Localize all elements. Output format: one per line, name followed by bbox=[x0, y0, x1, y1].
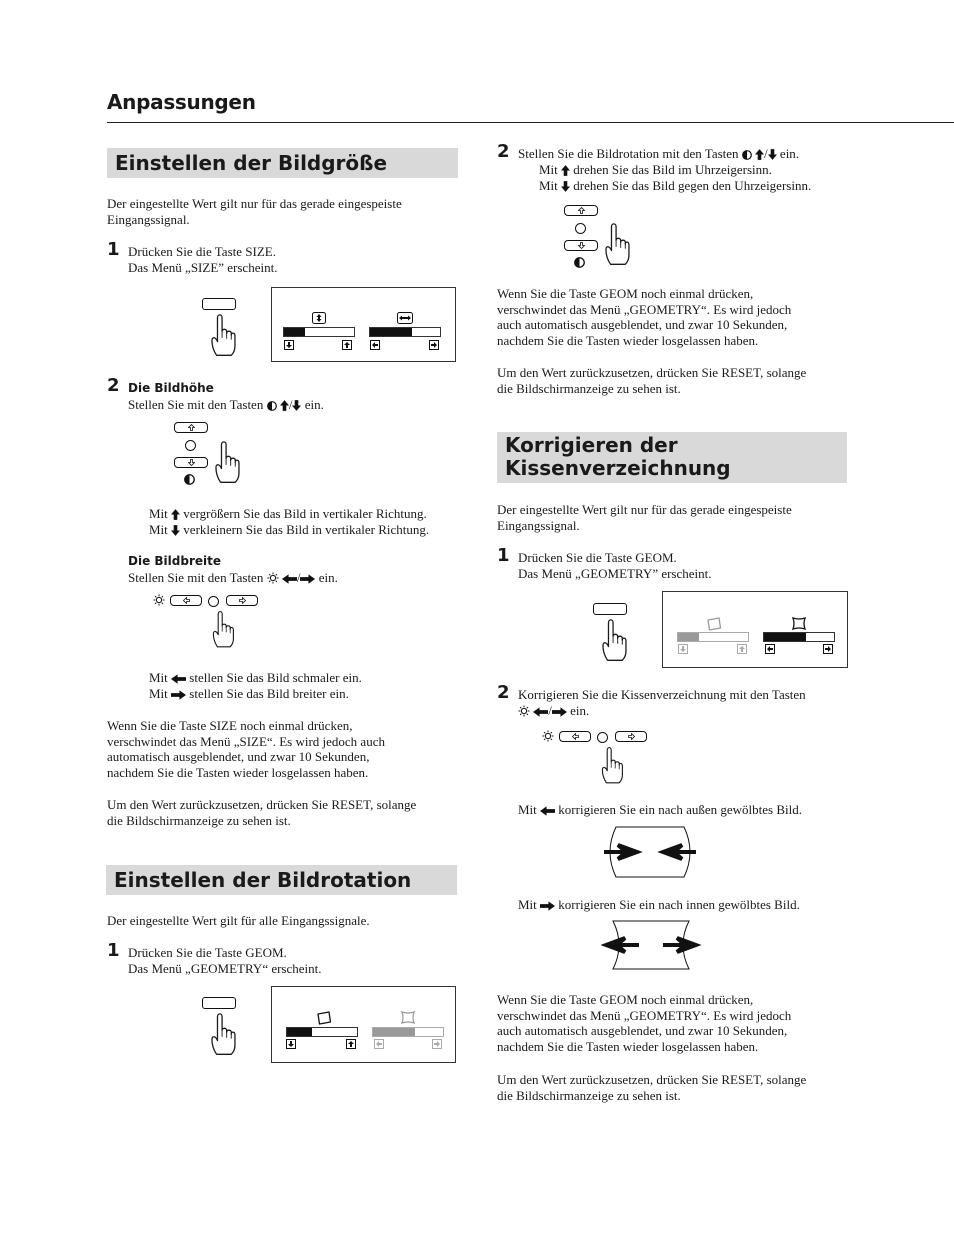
right-icon bbox=[239, 597, 246, 604]
right-arrow-icon bbox=[429, 340, 439, 350]
outward-bulge-illustration bbox=[600, 824, 700, 880]
left-arrow-icon bbox=[765, 644, 775, 654]
paragraph-line: Um den Wert zurückzusetzen, drücken Sie RESET, solange bbox=[107, 797, 417, 812]
paragraph-line: verschwindet das Menü „SIZE“. Es wird jedoch auch bbox=[107, 733, 385, 749]
text: korrigieren Sie ein nach außen gewölbtes Bild. bbox=[558, 802, 802, 817]
text: stellen Sie das Bild schmaler ein. bbox=[189, 670, 362, 685]
subheading-height: Die Bildhöhe bbox=[128, 381, 214, 395]
right-arrow-icon bbox=[552, 707, 567, 717]
size-intro bbox=[107, 196, 402, 227]
section-heading-rotation: Einstellen der Bildrotation bbox=[106, 865, 457, 895]
geometry-osd-menu bbox=[662, 591, 848, 668]
down-arrow-icon bbox=[171, 525, 180, 536]
right-arrow-icon bbox=[823, 644, 833, 654]
pincushion-intro bbox=[497, 502, 792, 533]
text: Stellen Sie mit den Tasten bbox=[128, 570, 264, 585]
left-arrow-icon bbox=[282, 574, 297, 584]
rotation-up-explanation bbox=[539, 162, 772, 178]
pincushion-step2-line2: / ein. bbox=[518, 703, 589, 719]
rotation-level-fill bbox=[287, 1028, 312, 1036]
paragraph-line: die Bildschirmanzeige zu sehen ist. bbox=[107, 812, 291, 828]
left-button[interactable] bbox=[170, 595, 202, 606]
text: vergrößern Sie das Bild in vertikaler Richtung. bbox=[183, 506, 427, 521]
down-button[interactable] bbox=[174, 457, 208, 468]
text: verkleinern Sie das Bild in vertikaler Richtung. bbox=[183, 522, 430, 537]
up-arrow-icon bbox=[755, 149, 764, 160]
height-instruction: Stellen Sie mit den Tasten / ein. bbox=[128, 397, 324, 412]
pincushion-left-explanation bbox=[518, 802, 802, 818]
down-arrow-icon bbox=[561, 181, 570, 192]
pointing-hand-icon bbox=[212, 440, 242, 486]
pincushion-outro bbox=[497, 992, 791, 1054]
left-button[interactable] bbox=[559, 731, 591, 742]
step-number: 1 bbox=[107, 239, 120, 260]
center-indicator bbox=[575, 223, 586, 234]
paragraph-line: Wenn Sie die Taste SIZE noch einmal drücken, bbox=[107, 718, 353, 733]
text: drehen Sie das Bild gegen den Uhrzeigersinn. bbox=[573, 178, 812, 193]
up-button[interactable] bbox=[564, 205, 598, 216]
center-indicator bbox=[185, 440, 196, 451]
intro-line: Der eingestellte Wert gilt nur für das gerade eingespeiste bbox=[497, 502, 792, 517]
up-arrow-icon bbox=[171, 509, 180, 520]
width-level-fill bbox=[370, 328, 412, 336]
text: Mit bbox=[518, 897, 537, 912]
paragraph-line: verschwindet das Menü „GEOMETRY“. Es wird jedoch bbox=[497, 1007, 792, 1023]
down-arrow-icon bbox=[284, 340, 294, 350]
text: Mit bbox=[539, 162, 558, 177]
size-step1-text bbox=[128, 244, 277, 275]
center-indicator bbox=[597, 732, 608, 743]
contrast-icon bbox=[184, 474, 195, 485]
contrast-icon bbox=[574, 257, 585, 268]
horizontal-size-icon bbox=[397, 312, 413, 324]
text: stellen Sie das Bild breiter ein. bbox=[189, 686, 349, 701]
pointing-hand-icon bbox=[208, 1012, 238, 1058]
left-icon bbox=[183, 597, 190, 604]
left-arrow-icon bbox=[374, 1039, 384, 1049]
width-instruction: Stellen Sie mit den Tasten / ein. bbox=[128, 570, 338, 585]
pincushion-level-fill bbox=[764, 633, 806, 641]
heading-line: Korrigieren der bbox=[505, 433, 678, 457]
size-button[interactable] bbox=[202, 298, 236, 310]
down-arrow-icon bbox=[286, 1039, 296, 1049]
rotation-level-bar bbox=[286, 1027, 358, 1037]
left-icon bbox=[572, 733, 579, 740]
brightness-icon bbox=[518, 705, 530, 717]
section-heading-pincushion bbox=[497, 432, 847, 483]
right-arrow-icon bbox=[300, 574, 315, 584]
paragraph-line: Um den Wert zurückzusetzen, drücken Sie RESET, solange bbox=[497, 1072, 807, 1087]
brightness-icon bbox=[542, 730, 554, 742]
step-line: Das Menü „GEOMETRY“ erscheint. bbox=[128, 960, 322, 976]
heading-line: Kissenverzeichnung bbox=[505, 456, 731, 480]
pincushion-level-fill bbox=[373, 1028, 415, 1036]
text: drehen Sie das Bild im Uhrzeigersinn. bbox=[573, 162, 772, 177]
left-arrow-icon bbox=[370, 340, 380, 350]
size-intro-line: Der eingestellte Wert gilt nur für das gerade eingespeiste bbox=[107, 196, 402, 211]
step-number: 2 bbox=[497, 682, 510, 703]
up-arrow-icon bbox=[561, 165, 570, 176]
rotation-reset-note bbox=[497, 365, 806, 396]
pincushion-level-bar bbox=[372, 1027, 444, 1037]
left-arrow-icon bbox=[171, 674, 186, 684]
intro-line: Eingangssignal. bbox=[497, 517, 580, 533]
pointing-hand-icon bbox=[208, 610, 238, 650]
left-arrow-icon bbox=[533, 707, 548, 717]
title-rule bbox=[107, 122, 954, 123]
text: ein. bbox=[318, 570, 338, 585]
paragraph-line: Wenn Sie die Taste GEOM noch einmal drücken, bbox=[497, 286, 754, 301]
size-osd-menu bbox=[271, 287, 456, 362]
rotation-icon bbox=[316, 1011, 332, 1025]
down-icon bbox=[578, 242, 585, 249]
pincushion-icon bbox=[792, 617, 806, 630]
rotation-level-bar bbox=[677, 632, 749, 642]
inward-bulge-illustration bbox=[601, 918, 701, 972]
pointing-hand-icon bbox=[597, 746, 627, 786]
down-icon bbox=[188, 459, 195, 466]
geometry-osd-menu bbox=[271, 986, 456, 1063]
rotation-intro: Der eingestellte Wert gilt für alle Eingangssignale. bbox=[107, 913, 370, 928]
geom-button[interactable] bbox=[202, 997, 236, 1009]
right-arrow-icon bbox=[432, 1039, 442, 1049]
up-icon bbox=[578, 207, 585, 214]
width-level-bar bbox=[369, 327, 441, 337]
center-indicator bbox=[208, 596, 219, 607]
brightness-icon bbox=[153, 594, 165, 606]
step-line: Drücken Sie die Taste GEOM. bbox=[128, 945, 287, 960]
rotation-icon bbox=[706, 617, 722, 631]
rotation-step2-instruction: Stellen Sie die Bildrotation mit den Tasten / ein. bbox=[518, 146, 800, 161]
right-arrow-icon bbox=[540, 901, 555, 911]
subheading-width: Die Bildbreite bbox=[128, 554, 221, 568]
text: Mit bbox=[539, 178, 558, 193]
text: Mit bbox=[149, 686, 168, 701]
pincushion-right-explanation bbox=[518, 897, 800, 913]
pointing-hand-icon bbox=[208, 313, 238, 359]
pincushion-icon bbox=[401, 1011, 415, 1024]
pointing-hand-icon bbox=[602, 222, 632, 268]
contrast-icon bbox=[742, 150, 752, 160]
width-left-explanation bbox=[149, 670, 362, 686]
down-button[interactable] bbox=[564, 240, 598, 251]
text: Stellen Sie mit den Tasten bbox=[128, 397, 264, 412]
height-level-bar bbox=[283, 327, 355, 337]
right-icon bbox=[628, 733, 635, 740]
paragraph-line: nachdem Sie die Tasten wieder losgelassen haben. bbox=[497, 1038, 759, 1054]
text: Mit bbox=[149, 670, 168, 685]
brightness-icon bbox=[267, 572, 279, 584]
page-title: Anpassungen bbox=[107, 90, 256, 114]
rotation-level-fill bbox=[678, 633, 699, 641]
paragraph-line: verschwindet das Menü „GEOMETRY“. Es wird jedoch bbox=[497, 301, 792, 317]
paragraph-line: auch automatisch ausgeblendet, und zwar 10 Sekunden, bbox=[497, 317, 788, 332]
height-down-explanation bbox=[149, 522, 429, 538]
size-reset-note bbox=[107, 797, 416, 828]
pincushion-reset-note bbox=[497, 1072, 806, 1103]
up-arrow-icon bbox=[346, 1039, 356, 1049]
pincushion-step2-line1: Korrigieren Sie die Kissenverzeichnung mit den Tasten bbox=[518, 687, 806, 702]
text: ein. bbox=[570, 703, 590, 718]
paragraph-line: Um den Wert zurückzusetzen, drücken Sie RESET, solange bbox=[497, 365, 807, 380]
step-line: Drücken Sie die Taste GEOM. bbox=[518, 550, 677, 565]
text: Mit bbox=[149, 506, 168, 521]
up-button[interactable] bbox=[174, 422, 208, 433]
text: korrigieren Sie ein nach innen gewölbtes Bild. bbox=[558, 897, 800, 912]
step-number: 2 bbox=[107, 375, 120, 396]
right-button[interactable] bbox=[226, 595, 258, 606]
paragraph-line: nachdem Sie die Tasten wieder losgelassen haben. bbox=[497, 332, 759, 348]
step-number: 2 bbox=[497, 141, 510, 162]
text: Mit bbox=[518, 802, 537, 817]
step-number: 1 bbox=[497, 545, 510, 566]
paragraph-line: Wenn Sie die Taste GEOM noch einmal drücken, bbox=[497, 992, 754, 1007]
rotation-down-explanation bbox=[539, 178, 811, 194]
text: ein. bbox=[779, 146, 800, 161]
step-line: Drücken Sie die Taste SIZE. bbox=[128, 244, 276, 259]
geom-button[interactable] bbox=[593, 603, 627, 615]
up-arrow-icon bbox=[737, 644, 747, 654]
step-line: Das Menü „SIZE” erscheint. bbox=[128, 259, 278, 275]
height-up-explanation bbox=[149, 506, 427, 522]
down-arrow-icon bbox=[292, 400, 301, 411]
contrast-icon bbox=[267, 401, 277, 411]
pointing-hand-icon bbox=[599, 618, 629, 664]
right-arrow-icon bbox=[171, 690, 186, 700]
paragraph-line: die Bildschirmanzeige zu sehen ist. bbox=[497, 380, 681, 396]
up-arrow-icon bbox=[342, 340, 352, 350]
text: ein. bbox=[304, 397, 324, 412]
step-line: Das Menü „GEOMETRY” erscheint. bbox=[518, 565, 712, 581]
rotation-step1-text bbox=[128, 945, 322, 976]
paragraph-line: nachdem Sie die Tasten wieder losgelassen haben. bbox=[107, 764, 369, 780]
down-arrow-icon bbox=[768, 149, 777, 160]
up-arrow-icon bbox=[280, 400, 289, 411]
pincushion-level-bar bbox=[763, 632, 835, 642]
section-heading-size: Einstellen der Bildgröße bbox=[107, 148, 458, 178]
vertical-size-icon bbox=[312, 312, 326, 324]
paragraph-line: die Bildschirmanzeige zu sehen ist. bbox=[497, 1087, 681, 1103]
text: Mit bbox=[149, 522, 168, 537]
size-outro bbox=[107, 718, 385, 780]
left-arrow-icon bbox=[540, 806, 555, 816]
step-number: 1 bbox=[107, 940, 120, 961]
width-right-explanation bbox=[149, 686, 349, 702]
pincushion-step1-text bbox=[518, 550, 712, 581]
height-level-fill bbox=[284, 328, 305, 336]
down-arrow-icon bbox=[678, 644, 688, 654]
text: Stellen Sie die Bildrotation mit den Tasten bbox=[518, 146, 739, 161]
rotation-outro bbox=[497, 286, 791, 348]
paragraph-line: automatisch ausgeblendet, und zwar 10 Sekunden, bbox=[107, 749, 370, 764]
right-button[interactable] bbox=[615, 731, 647, 742]
up-icon bbox=[188, 424, 195, 431]
size-intro-line: Eingangssignal. bbox=[107, 211, 190, 227]
paragraph-line: auch automatisch ausgeblendet, und zwar 10 Sekunden, bbox=[497, 1023, 788, 1038]
